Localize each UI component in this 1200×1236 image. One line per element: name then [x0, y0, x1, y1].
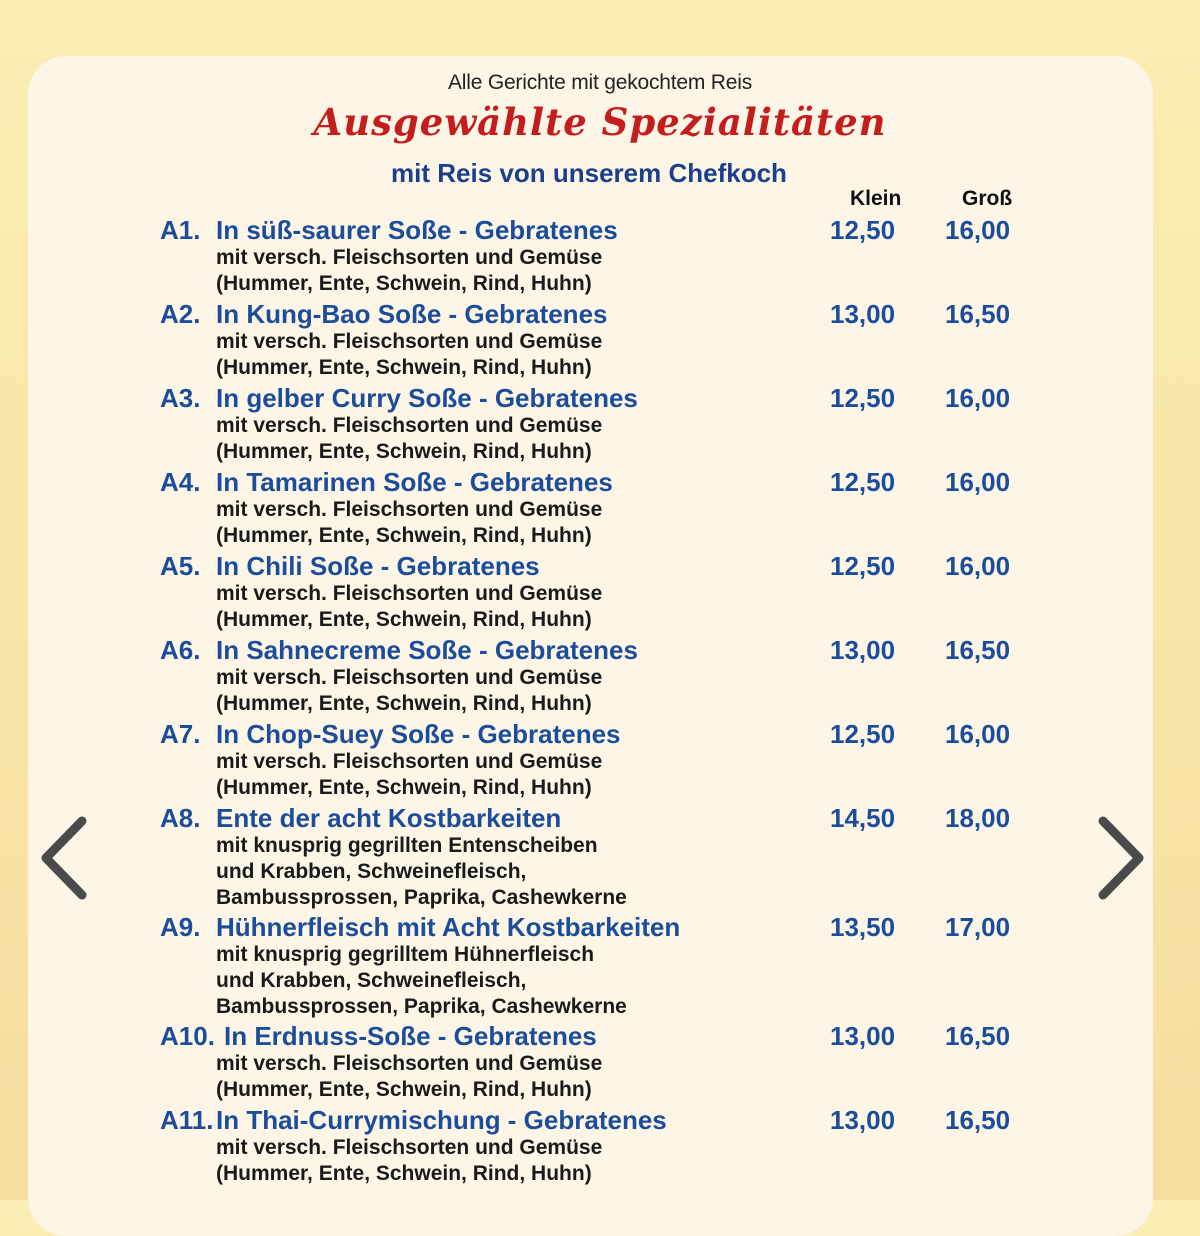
- item-number: A1.: [160, 215, 201, 245]
- price-large: 18,00: [945, 803, 1011, 833]
- price-small: 12,50: [830, 467, 896, 497]
- price-large: 16,00: [945, 383, 1011, 413]
- item-description: mit versch. Fleischsorten und Gemüse (Hummer, Ente, Schwein, Rind, Huhn): [216, 246, 603, 295]
- item-description: mit versch. Fleischsorten und Gemüse (Hummer, Ente, Schwein, Rind, Huhn): [216, 330, 603, 379]
- item-number: A8.: [160, 803, 201, 833]
- chevron-left-icon: [38, 815, 88, 901]
- price-small: 14,50: [830, 803, 896, 833]
- item-number: A9.: [160, 912, 201, 942]
- page-title: Ausgewählte Spezialitäten: [313, 100, 887, 144]
- price-large: 16,50: [945, 299, 1011, 329]
- item-number: A2.: [160, 299, 201, 329]
- item-number: A4.: [160, 467, 201, 497]
- chevron-right-icon: [1097, 815, 1147, 901]
- price-small: 13,00: [830, 299, 896, 329]
- column-header-large: Groß: [962, 187, 1013, 210]
- item-description: mit versch. Fleischsorten und Gemüse (Hummer, Ente, Schwein, Rind, Huhn): [216, 1052, 603, 1101]
- price-small: 12,50: [830, 383, 896, 413]
- item-number: A11.: [160, 1105, 214, 1135]
- item-description: mit versch. Fleischsorten und Gemüse (Hummer, Ente, Schwein, Rind, Huhn): [216, 498, 603, 547]
- item-description: mit knusprig gegrillten Entenscheiben und Krabben, Schweinefleisch, Bambussprossen, Paprika, Cashewkerne: [216, 834, 627, 909]
- item-description: mit versch. Fleischsorten und Gemüse (Hummer, Ente, Schwein, Rind, Huhn): [216, 750, 603, 799]
- price-small: 13,00: [830, 635, 896, 665]
- item-name: In Kung-Bao Soße - Gebratenes: [216, 299, 608, 329]
- item-description: mit versch. Fleischsorten und Gemüse (Hummer, Ente, Schwein, Rind, Huhn): [216, 666, 603, 715]
- price-large: 16,00: [945, 551, 1011, 581]
- page-subtitle: mit Reis von unserem Chefkoch: [391, 158, 787, 188]
- item-description: mit versch. Fleischsorten und Gemüse (Hummer, Ente, Schwein, Rind, Huhn): [216, 414, 603, 463]
- item-name: In Erdnuss-Soße - Gebratenes: [224, 1021, 597, 1051]
- price-large: 16,00: [945, 215, 1011, 245]
- item-name: Ente der acht Kostbarkeiten: [216, 803, 562, 833]
- item-name: In Chili Soße - Gebratenes: [216, 551, 540, 581]
- item-number: A7.: [160, 719, 201, 749]
- price-small: 12,50: [830, 551, 896, 581]
- price-large: 16,50: [945, 1105, 1011, 1135]
- item-number: A6.: [160, 635, 201, 665]
- price-small: 12,50: [830, 215, 896, 245]
- price-small: 13,00: [830, 1021, 896, 1051]
- item-name: In süß-saurer Soße - Gebratenes: [216, 215, 618, 245]
- price-large: 16,00: [945, 467, 1011, 497]
- item-description: mit knusprig gegrilltem Hühnerfleisch und Krabben, Schweinefleisch, Bambussprossen, Paprika, Cashewkerne: [216, 943, 627, 1018]
- item-description: mit versch. Fleischsorten und Gemüse (Hummer, Ente, Schwein, Rind, Huhn): [216, 582, 603, 631]
- item-name: In Tamarinen Soße - Gebratenes: [216, 467, 613, 497]
- price-large: 17,00: [945, 912, 1011, 942]
- price-large: 16,50: [945, 1021, 1011, 1051]
- rice-note: Alle Gerichte mit gekochtem Reis: [447, 71, 753, 94]
- item-number: A3.: [160, 383, 201, 413]
- column-header-small: Klein: [850, 187, 902, 210]
- price-small: 13,50: [830, 912, 896, 942]
- item-name: In Sahnecreme Soße - Gebratenes: [216, 635, 638, 665]
- item-number: A5.: [160, 551, 201, 581]
- item-number: A10.: [160, 1021, 215, 1051]
- previous-page-button[interactable]: [38, 815, 88, 901]
- price-large: 16,00: [945, 719, 1011, 749]
- item-name: Hühnerfleisch mit Acht Kostbarkeiten: [216, 912, 681, 942]
- item-name: In gelber Curry Soße - Gebratenes: [216, 383, 638, 413]
- item-name: In Thai-Currymischung - Gebratenes: [216, 1105, 667, 1135]
- next-page-button[interactable]: [1097, 815, 1147, 901]
- price-large: 16,50: [945, 635, 1011, 665]
- item-description: mit versch. Fleischsorten und Gemüse (Hummer, Ente, Schwein, Rind, Huhn): [216, 1136, 603, 1185]
- item-name: In Chop-Suey Soße - Gebratenes: [216, 719, 621, 749]
- price-small: 12,50: [830, 719, 896, 749]
- price-small: 13,00: [830, 1105, 896, 1135]
